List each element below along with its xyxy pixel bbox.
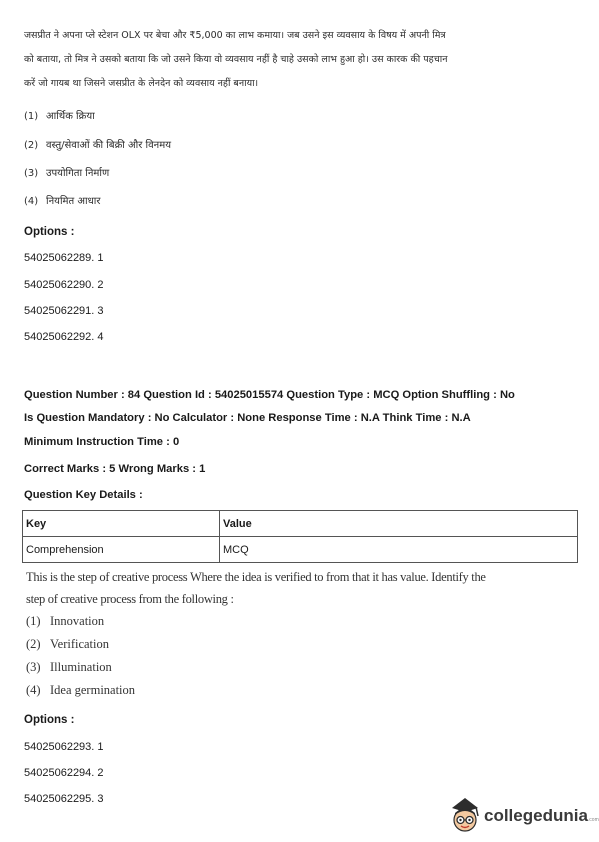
- table-header-value: Value: [220, 511, 578, 537]
- table-header-key: Key: [23, 511, 220, 537]
- q1-text-line-2: को बताया, तो मित्र ने उसको बताया कि जो उसने किया वो व्यवसाय नहीं है चाहे उसको लाभ हुआ हो। उस कारक की पहचान: [24, 54, 448, 65]
- q1-option-id-4: 54025062292. 4: [24, 331, 104, 343]
- q2-option-2: (2) Verification: [26, 637, 110, 651]
- q1-option-4: (4) नियमित आधार: [24, 196, 101, 207]
- q1-text-line-1: जसप्रीत ने अपना प्ले स्टेशन OLX पर बेचा और ₹5,000 का लाभ कमाया। जब उसने इस व्यवसाय के विषय में अपनी मित्र: [24, 30, 446, 41]
- q2-meta-line-2: Is Question Mandatory : No Calculator : None Response Time : N.A Think Time : N.A: [24, 412, 471, 424]
- q2-meta-line-3: Minimum Instruction Time : 0: [24, 436, 180, 448]
- q1-options-label: Options :: [24, 226, 75, 238]
- q2-meta-line-1: Question Number : 84 Question Id : 54025015574 Question Type : MCQ Option Shuffling : No: [24, 389, 515, 401]
- q2-option-3: (3) Illumination: [26, 660, 112, 674]
- q1-text-line-3: करें जो गायब था जिसने जसप्रीत के लेनदेन को व्यवसाय नहीं बनाया।: [24, 78, 259, 89]
- key-details-table: [22, 510, 578, 563]
- q2-option-id-2: 54025062294. 2: [24, 767, 104, 779]
- collegedunia-logo: [448, 796, 599, 836]
- q1-option-id-3: 54025062291. 3: [24, 305, 104, 317]
- q2-text-line-1: This is the step of creative process Where the idea is verified to from that it has value. Identify the: [26, 570, 486, 584]
- q2-text-line-2: step of creative process from the following :: [26, 592, 234, 606]
- q2-option-id-1: 54025062293. 1: [24, 741, 104, 753]
- q2-marks: Correct Marks : 5 Wrong Marks : 1: [24, 463, 206, 475]
- q1-option-id-1: 54025062289. 1: [24, 252, 104, 264]
- table-cell-key: Comprehension: [23, 537, 220, 563]
- table-cell-value: MCQ: [220, 537, 578, 563]
- q1-option-3: (3) उपयोगिता निर्माण: [24, 168, 110, 179]
- q1-option-1: (1) आर्थिक क्रिया: [24, 111, 95, 122]
- logo-wordmark: collegedunia.com: [484, 806, 599, 825]
- q2-option-id-3: 54025062295. 3: [24, 793, 104, 805]
- q2-key-details-label: Question Key Details :: [24, 489, 143, 501]
- table-header-row: [23, 511, 578, 537]
- student-face-icon: [448, 796, 482, 834]
- table-row: [23, 537, 578, 563]
- q2-option-4: (4) Idea germination: [26, 683, 136, 697]
- q1-option-2: (2) वस्तु/सेवाओं की बिक्री और विनमय: [24, 140, 172, 151]
- q2-option-1: (1) Innovation: [26, 614, 105, 628]
- q2-options-label: Options :: [24, 714, 75, 726]
- q1-option-id-2: 54025062290. 2: [24, 279, 104, 291]
